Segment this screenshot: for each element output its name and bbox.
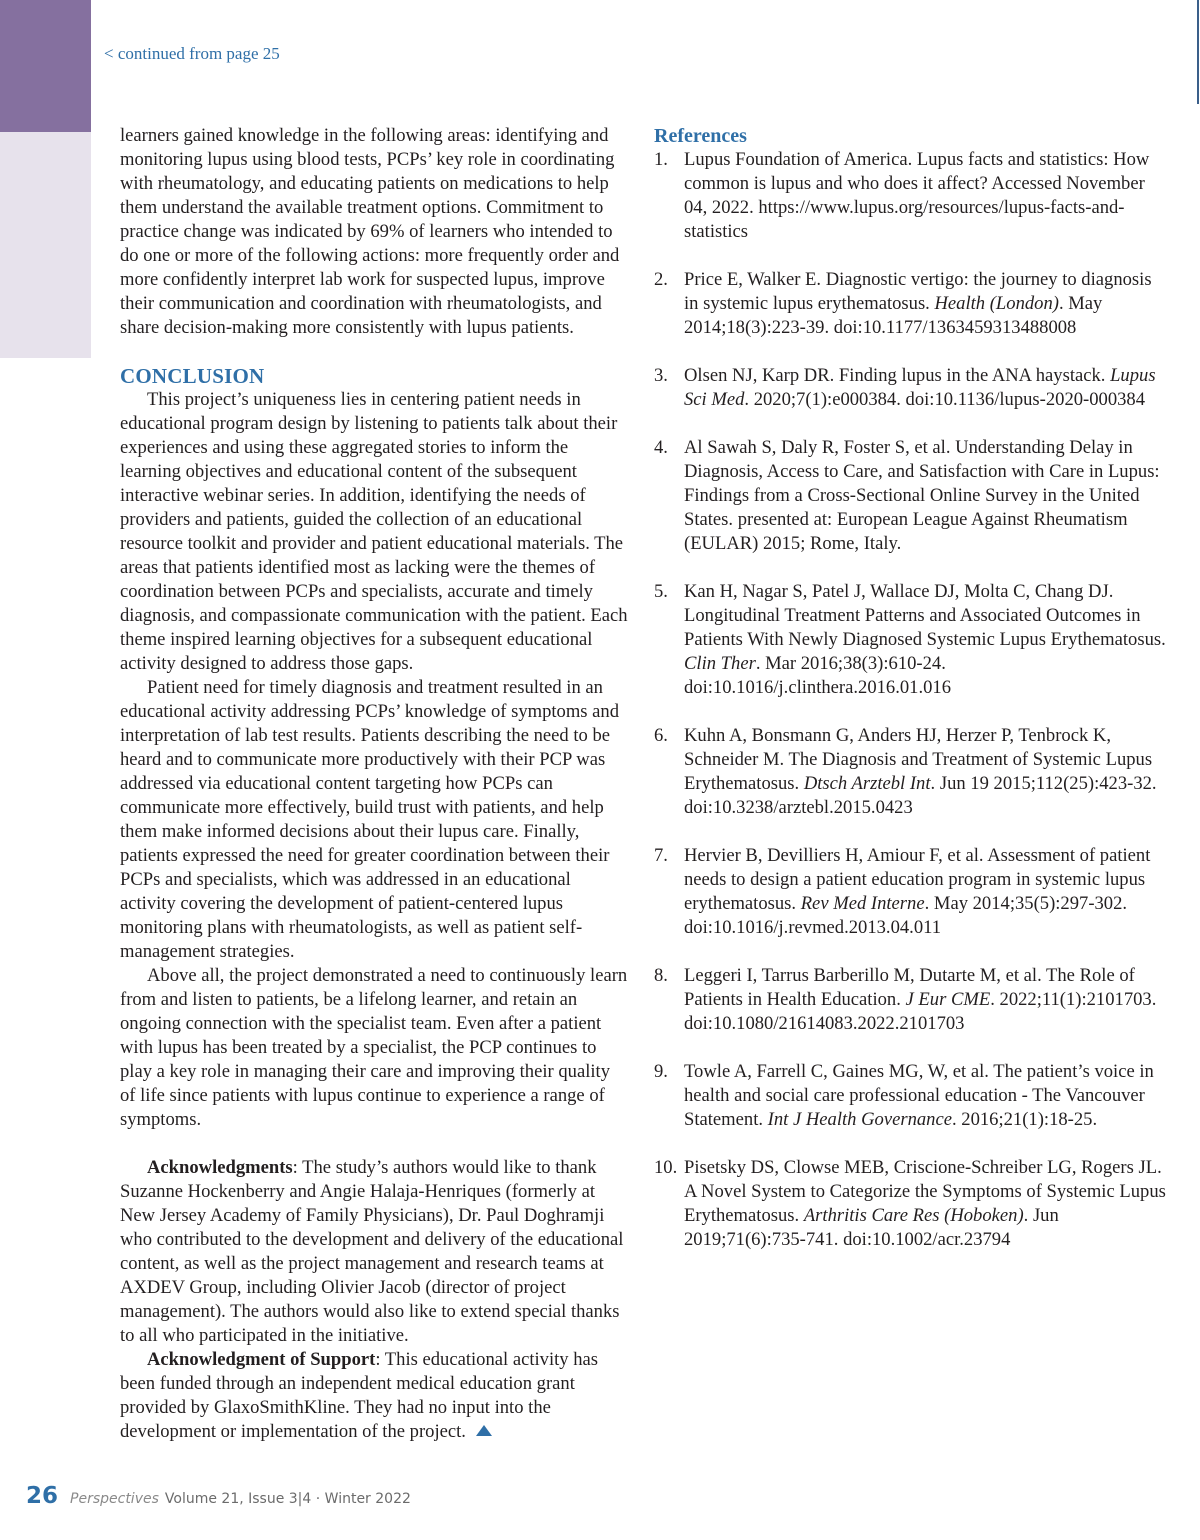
reference-text [684, 580, 1166, 700]
page-number: 26 [26, 1483, 59, 1509]
reference-item [654, 1060, 1166, 1132]
acknowledgments-paragraph [120, 1156, 630, 1348]
support-label: Acknowledgment of Support [147, 1349, 376, 1370]
magazine-title: Perspectives [70, 1491, 159, 1507]
sidebar-accent-dark [0, 0, 91, 132]
references-column [654, 124, 1166, 1276]
reference-journal: Arthritis Care Res (Hoboken) [803, 1205, 1024, 1226]
page-footer [26, 1483, 411, 1509]
reference-text [684, 1156, 1166, 1252]
left-column [120, 124, 630, 1444]
reference-details: . Mar 2016;38(3):610-24. doi:10.1016/j.clinthera.2016.01.016 [684, 653, 951, 698]
sidebar-accent-light [0, 132, 91, 358]
reference-details: . 2020;7(1):e000384. doi:10.1136/lupus-2020-000384 [744, 389, 1146, 410]
reference-citation: Kuhn A, Bonsmann G, Anders HJ, Herzer P, Tenbrock K, Schneider M. The Diagnosis and Treatment of Systemic Lupus Erythematosus. [684, 725, 1153, 794]
reference-number: 3. [654, 365, 668, 386]
intro-paragraph: learners gained knowledge in the following areas: identifying and monitoring lupus using blood tests, PCPs’ key role in coordinating with rheumatology, and educating patients on medications to help them understand the available treatment options. Commitment to practice change was indicated by 69% of learners who intended to do one or more of the following actions: more frequently order and more confidently interpret lab work for suspected lupus, improve their communication and coordination with rheumatologists, and share decision-making more consistently with lupus patients. [120, 125, 620, 338]
references-list [654, 148, 1166, 1252]
reference-citation: Lupus Foundation of America. Lupus facts and statistics: How common is lupus and who does it affect? Accessed November 04, 2022. https://www.lupus.org/resources/lupus-facts-and-statistics [684, 149, 1150, 242]
reference-number: 10. [654, 1157, 678, 1178]
end-of-article-icon [476, 1425, 492, 1436]
continued-from-link[interactable]: < continued from page 25 [104, 44, 280, 63]
reference-text [684, 724, 1166, 820]
reference-number: 9. [654, 1061, 668, 1082]
reference-item [654, 1156, 1166, 1252]
support-text: : This educational activity has been funded through an independent medical education grant provided by GlaxoSmithKline. They had no input into the development or implementation of the project. [120, 1349, 599, 1442]
reference-text [684, 436, 1166, 556]
reference-journal: Rev Med Interne [800, 893, 925, 914]
page-edge-line [1197, 0, 1199, 104]
reference-citation: Olsen NJ, Karp DR. Finding lupus in the ANA haystack. [684, 365, 1111, 386]
reference-details: . 2016;21(1):18-25. [951, 1109, 1098, 1130]
reference-number: 6. [654, 725, 668, 746]
reference-text [684, 844, 1166, 940]
references-heading: References [654, 125, 747, 147]
reference-text [684, 148, 1166, 244]
reference-number: 8. [654, 965, 668, 986]
conclusion-paragraph-1: This project’s uniqueness lies in centering patient needs in educational program design by listening to patients talk about their experiences and using these aggregated stories to inform the learning objectives and educational content of the subsequent interactive webinar series. In addition, identifying the needs of providers and patients, guided the collection of an educational resource toolkit and provider and patient educational materials. The areas that patients identified most as lacking were the themes of coordination between PCPs and specialists, accurate and timely diagnosis, and compassionate communication with the patient. Each theme inspired learning objectives for a subsequent educational activity designed to address those gaps. [120, 389, 628, 674]
reference-text [684, 268, 1166, 340]
reference-details: . Jun 2019;71(6):735-741. doi:10.1002/acr.23794 [684, 1205, 1059, 1250]
reference-item [654, 964, 1166, 1036]
reference-item [654, 436, 1166, 556]
issue-info: Volume 21, Issue 3|4 · Winter 2022 [164, 1491, 411, 1507]
reference-number: 7. [654, 845, 668, 866]
conclusion-heading: CONCLUSION [120, 364, 265, 388]
reference-citation: Towle A, Farrell C, Gaines MG, W, et al. The patient’s voice in health and social care professional education - The Vancouver Statement. [684, 1061, 1154, 1130]
reference-journal: Int J Health Governance [767, 1109, 952, 1130]
reference-item [654, 724, 1166, 820]
reference-citation: Hervier B, Devilliers H, Amiour F, et al. Assessment of patient needs to design a patient education program in systemic lupus erythematosus. [684, 845, 1151, 914]
reference-citation: Price E, Walker E. Diagnostic vertigo: the journey to diagnosis in systemic lupus erythematosus. [684, 269, 1152, 314]
reference-text [684, 1060, 1166, 1132]
reference-details: . May 2014;18(3):223-39. doi:10.1177/1363459313488008 [684, 293, 1103, 338]
reference-text [684, 364, 1166, 412]
acknowledgments-text: : The study’s authors would like to thank Suzanne Hockenberry and Angie Halaja-Henriques (formerly at New Jersey Academy of Family Physicians), Dr. Paul Doghramji who contributed to the development and delivery of the educational content, as well as the project management and research teams at AXDEV Group, including Olivier Jacob (director of project management). The authors would also like to extend special thanks to all who participated in the initiative. [120, 1157, 624, 1346]
reference-number: 1. [654, 149, 668, 170]
reference-number: 5. [654, 581, 668, 602]
reference-item [654, 844, 1166, 940]
reference-details: . May 2014;35(5):297-302. doi:10.1016/j.revmed.2013.04.011 [684, 893, 1128, 938]
reference-number: 4. [654, 437, 668, 458]
reference-journal: Clin Ther [684, 653, 756, 674]
support-paragraph [120, 1348, 630, 1444]
reference-item [654, 580, 1166, 700]
reference-item [654, 148, 1166, 244]
reference-journal: Lupus Sci Med [684, 365, 1156, 410]
reference-details: . Jun 19 2015;112(25):423-32. doi:10.3238/arztebl.2015.0423 [684, 773, 1157, 818]
conclusion-paragraph-2: Patient need for timely diagnosis and treatment resulted in an educational activity addressing PCPs’ knowledge of symptoms and interpretation of lab test results. Patients describing the need to be heard and to communicate more productively with their PCP was addressed via educational content targeting how PCPs can communicate more effectively, build trust with patients, and help them make informed decisions about their lupus care. Finally, patients expressed the need for greater coordination between their PCPs and specialists, which was addressed in an educational activity covering the development of patient-centered lupus monitoring plans with rheumatologists, as well as patient self-management strategies. [120, 677, 620, 962]
reference-item [654, 268, 1166, 340]
conclusion-paragraph-3: Above all, the project demonstrated a need to continuously learn from and listen to patients, be a lifelong learner, and retain an ongoing connection with the specialist team. Even after a patient with lupus has been treated by a specialist, the PCP continues to play a key role in managing their care and improving their quality of life since patients with lupus continue to experience a range of symptoms. [120, 965, 628, 1130]
reference-text [684, 964, 1166, 1036]
reference-number: 2. [654, 269, 668, 290]
reference-journal: Dtsch Arztebl Int [803, 773, 931, 794]
reference-citation: Pisetsky DS, Clowse MEB, Criscione-Schreiber LG, Rogers JL. A Novel System to Categorize the Symptoms of Systemic Lupus Erythematosus. [684, 1157, 1166, 1226]
reference-citation: Al Sawah S, Daly R, Foster S, et al. Understanding Delay in Diagnosis, Access to Care, and Satisfaction with Care in Lupus: Findings from a Cross-Sectional Online Survey in the United States. presented at: European League Against Rheumatism (EULAR) 2015; Rome, Italy. [684, 437, 1160, 554]
reference-citation: Leggeri I, Tarrus Barberillo M, Dutarte M, et al. The Role of Patients in Health Education. [684, 965, 1135, 1010]
reference-journal: Health (London) [934, 293, 1059, 314]
reference-details: . 2022;11(1):2101703. doi:10.1080/21614083.2022.2101703 [684, 989, 1157, 1034]
acknowledgments-label: Acknowledgments [147, 1157, 293, 1178]
reference-journal: J Eur CME [905, 989, 991, 1010]
reference-citation: Kan H, Nagar S, Patel J, Wallace DJ, Molta C, Chang DJ. Longitudinal Treatment Patterns and Associated Outcomes in Patients With Newly Diagnosed Systemic Lupus Erythematosus. [684, 581, 1166, 650]
reference-item [654, 364, 1166, 412]
